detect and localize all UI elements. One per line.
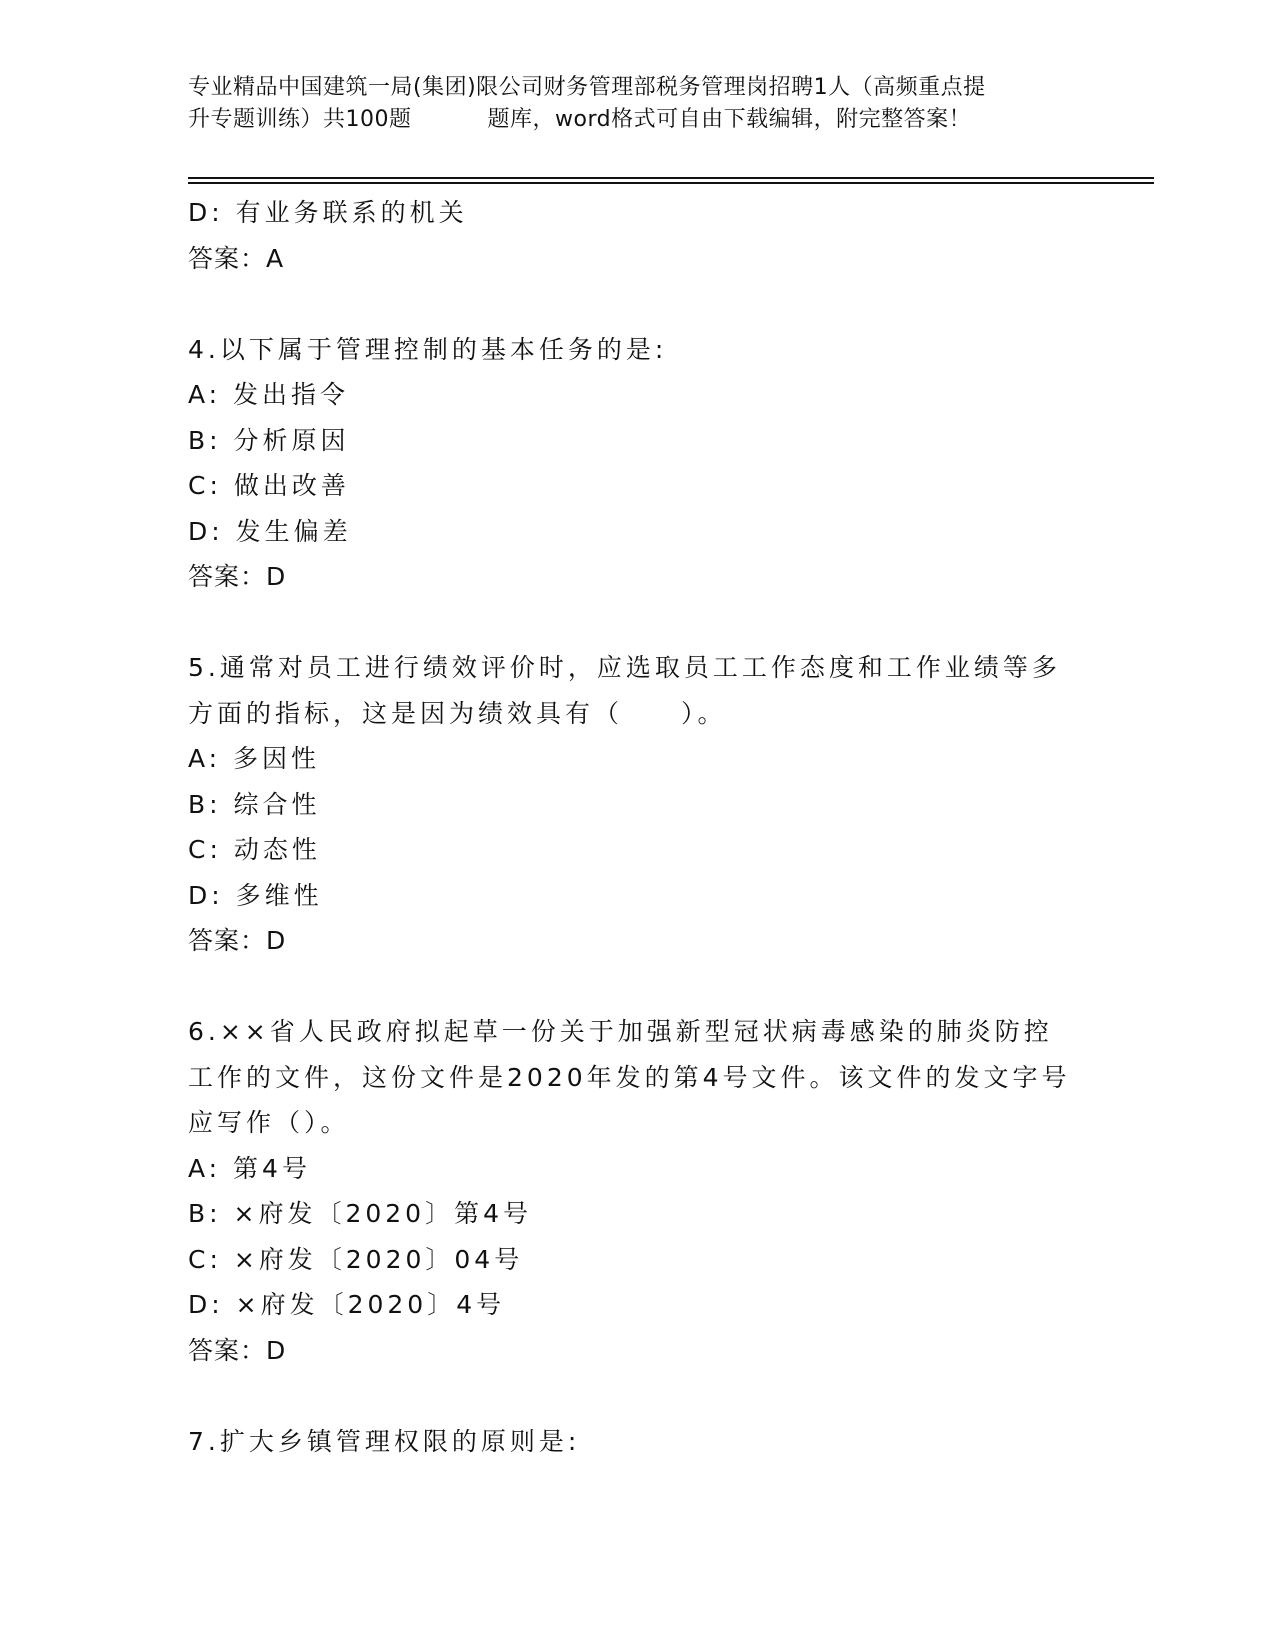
header-rule-top xyxy=(188,177,1154,179)
question-stem-line-3: 应写作（）。 xyxy=(188,1108,350,1137)
spacer xyxy=(188,281,1088,327)
header-title-note: 题库，word格式可自由下载编辑，附完整答案！ xyxy=(487,107,972,132)
option-a: A: 第4号 xyxy=(188,1153,311,1183)
answer: 答案：D xyxy=(188,926,287,955)
question-stem: 4.以下属于管理控制的基本任务的是: xyxy=(188,334,668,364)
option-a: A: 多因性 xyxy=(188,744,321,773)
header-title-line-2 xyxy=(188,104,1088,136)
answer: 答案：D xyxy=(188,562,287,591)
question-stem-line-1: 5.通常对员工进行绩效评价时，应选取员工工作态度和工作业绩等多 xyxy=(188,653,1061,682)
option-d: D: 发生偏差 xyxy=(188,516,352,546)
option-b: B: ×府发〔2020〕第4号 xyxy=(188,1199,532,1228)
option-b: B: 综合性 xyxy=(188,789,321,819)
header-rule-bottom xyxy=(188,182,1154,184)
prev-option-d: D: 有业务联系的机关 xyxy=(188,198,468,227)
question-5 xyxy=(188,645,1088,964)
option-c: C: 动态性 xyxy=(188,835,321,864)
option-c: C: ×府发〔2020〕04号 xyxy=(188,1244,524,1274)
answer: 答案：D xyxy=(188,1335,287,1365)
question-stem-line-2: 方面的指标，这是因为绩效具有（ ）。 xyxy=(188,698,727,728)
question-7 xyxy=(188,1419,1088,1465)
option-d: D: 多维性 xyxy=(188,880,323,910)
option-b: B: 分析原因 xyxy=(188,425,350,455)
page-header xyxy=(188,72,1088,136)
question-6 xyxy=(188,1009,1088,1373)
option-d: D: ×府发〔2020〕4号 xyxy=(188,1290,506,1319)
option-c: C: 做出改善 xyxy=(188,471,350,500)
header-title-count: 升专题训练）共100题 xyxy=(188,107,412,132)
spacer xyxy=(188,964,1088,1010)
question-list xyxy=(188,190,1088,1464)
question-4 xyxy=(188,327,1088,600)
header-title-line-1: 专业精品中国建筑一局(集团)限公司财务管理部税务管理岗招聘1人（高频重点提 xyxy=(188,75,986,100)
option-a: A: 发出指令 xyxy=(188,380,350,409)
question-stem-line-2: 工作的文件，这份文件是2020年发的第4号文件。该文件的发文字号 xyxy=(188,1062,1071,1092)
prev-answer: 答案：A xyxy=(188,243,285,273)
question-stem-line-1: 6.××省人民政府拟起草一份关于加强新型冠状病毒感染的肺炎防控 xyxy=(188,1017,1053,1046)
spacer xyxy=(188,1373,1088,1419)
spacer xyxy=(188,600,1088,646)
question-stem: 7.扩大乡镇管理权限的原则是: xyxy=(188,1426,581,1456)
